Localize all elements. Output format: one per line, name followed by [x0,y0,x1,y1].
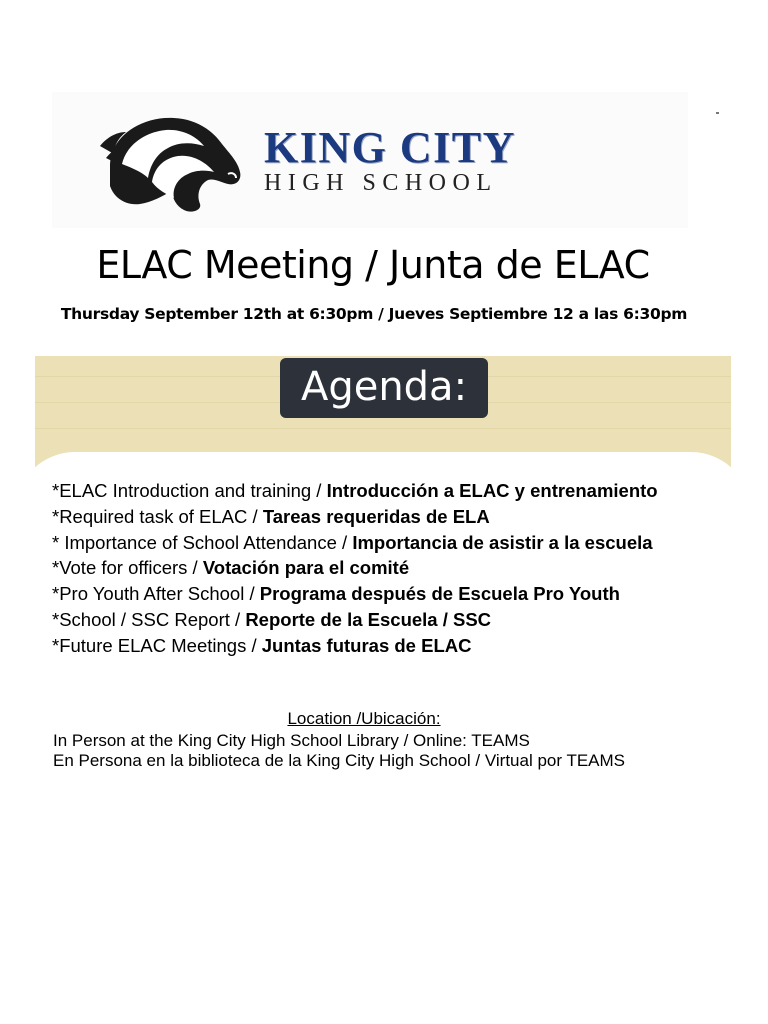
agenda-item-en: *Pro Youth After School / [52,583,260,605]
agenda-item-es: Tareas requeridas de ELA [262,505,490,527]
agenda-item-en: *Required task of ELAC / [52,505,263,527]
agenda-item [52,555,658,581]
school-subtitle: HIGH SCHOOL [264,170,498,196]
agenda-item-en: *ELAC Introduction and training / [52,480,327,501]
page-title: ELAC Meeting / Junta de ELAC [96,243,650,287]
agenda-item [52,633,658,659]
agenda-item-es: Votación para el comité [202,557,410,579]
agenda-heading: Agenda: [280,358,488,418]
agenda-item [52,607,658,633]
agenda-list [52,478,658,659]
agenda-item [52,581,658,607]
location-line-en: In Person at the King City High School Library / Online: TEAMS [53,731,530,750]
horse-mascot-icon [92,106,252,218]
agenda-item-en: *School / SSC Report / [52,608,246,630]
agenda-item [52,478,658,504]
location-line-es: En Persona en la biblioteca de la King City High School / Virtual por TEAMS [53,751,626,770]
agenda-item-es: Reporte de la Escuela / SSC [245,608,492,630]
agenda-item [52,530,658,556]
agenda-item-en: *Future ELAC Meetings / [52,634,262,656]
agenda-item-es: Introducción a ELAC y entrenamiento [326,480,658,501]
agenda-item-en: *Vote for officers / [52,557,203,579]
location-label: Location /Ubicación: [287,709,441,728]
school-logo-banner [52,92,688,228]
agenda-item [52,504,658,530]
agenda-item-es: Juntas futuras de ELAC [261,634,472,656]
stray-mark [716,112,719,114]
agenda-item-en: * Importance of School Attendance / [52,531,353,553]
meeting-date: Thursday September 12th at 6:30pm / Jueves Septiembre 12 a las 6:30pm [60,305,688,323]
agenda-item-es: Importancia de asistir a la escuela [352,531,653,553]
agenda-item-es: Programa después de Escuela Pro Youth [259,583,620,605]
school-name: KING CITY [264,123,516,172]
